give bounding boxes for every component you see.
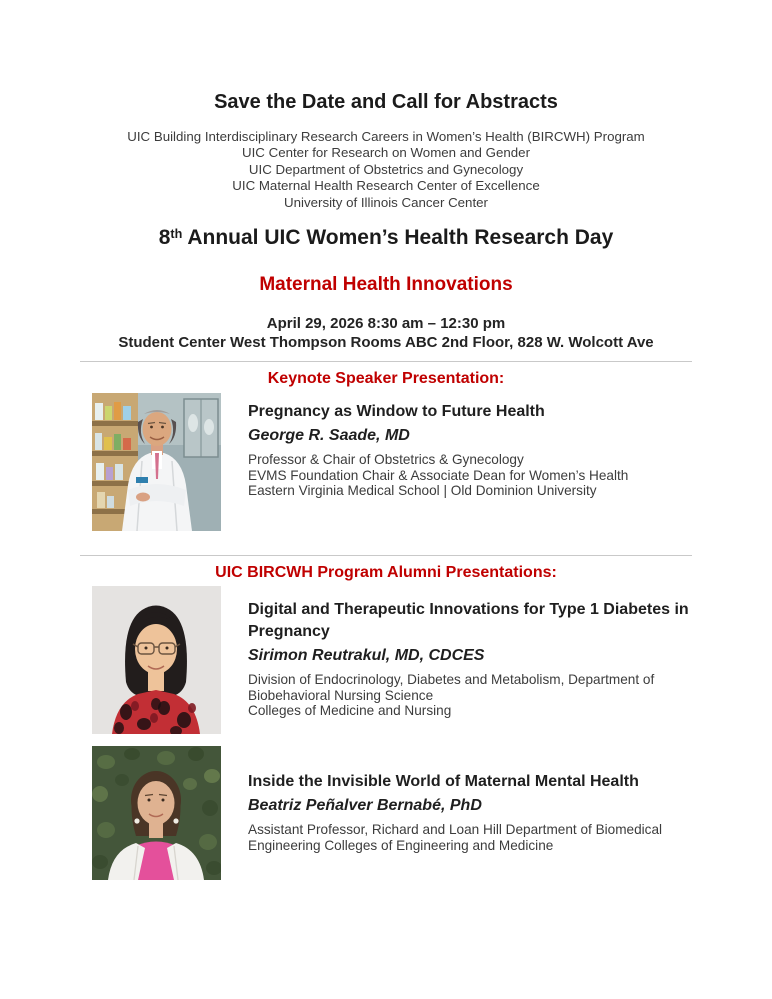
talk-title: Inside the Invisible World of Maternal Mental Health — [248, 772, 639, 790]
organization-line: University of Illinois Cancer Center — [284, 194, 488, 210]
keynote-speaker-row — [80, 393, 692, 531]
event-theme: Maternal Health Innovations — [259, 274, 513, 296]
talk-title: Pregnancy as Window to Future Health — [248, 402, 545, 420]
event-datetime: April 29, 2026 8:30 am – 12:30 pm — [266, 315, 506, 333]
alumni-speaker-info-1 — [248, 586, 692, 734]
speaker-details — [248, 452, 692, 500]
organization-line: UIC Maternal Health Research Center of Excellence — [232, 178, 540, 194]
speaker-name: Beatriz Peñalver Bernabé, PhD — [248, 796, 482, 814]
keynote-speaker-info — [248, 393, 692, 531]
alumni-speaker-photo-2 — [92, 746, 221, 880]
page-title: Save the Date and Call for Abstracts — [214, 91, 558, 113]
speaker-detail: Colleges of Medicine and Nursing — [248, 703, 452, 719]
talk-title: Digital and Therapeutic Innovations for Type 1 Diabetes in Pregnancy — [248, 600, 689, 640]
alumni-speaker-photo-1-image — [92, 586, 221, 734]
speaker-name: Sirimon Reutrakul, MD, CDCES — [248, 646, 485, 664]
event-title-number: 8 — [158, 226, 171, 250]
speaker-detail: Eastern Virginia Medical School | Old Dominion University — [248, 483, 597, 499]
event-title — [80, 226, 692, 252]
keynote-speaker-photo-image — [92, 393, 221, 531]
alumni-heading: UIC BIRCWH Program Alumni Presentations: — [215, 563, 557, 581]
speaker-detail: EVMS Foundation Chair & Associate Dean for Women’s Health — [248, 467, 629, 483]
event-title-ordinal: th — [170, 226, 183, 241]
event-location: Student Center West Thompson Rooms ABC 2nd Floor, 828 W. Wolcott Ave — [118, 334, 654, 352]
keynote-speaker-photo — [92, 393, 221, 531]
organization-list — [80, 129, 692, 211]
keynote-heading: Keynote Speaker Presentation: — [267, 369, 505, 387]
speaker-detail: Division of Endocrinology, Diabetes and Metabolism, Department of Biobehavioral Nursing Science — [248, 671, 655, 703]
organization-line: UIC Department of Obstetrics and Gynecology — [248, 161, 524, 177]
section-divider — [80, 555, 692, 556]
event-when-where — [80, 314, 692, 353]
organization-line: UIC Center for Research on Women and Gender — [242, 145, 530, 161]
speaker-details — [248, 672, 692, 720]
section-divider — [80, 361, 692, 362]
alumni-speaker-photo-2-image — [92, 746, 221, 880]
event-title-text: Annual UIC Women’s Health Research Day — [182, 226, 614, 250]
alumni-speaker-row-2 — [80, 746, 692, 880]
alumni-speaker-info-2 — [248, 746, 692, 880]
speaker-detail: Assistant Professor, Richard and Loan Hill Department of Biomedical Engineering Colleges of Engineering and Medicine — [248, 821, 663, 853]
alumni-speaker-photo-1 — [92, 586, 221, 734]
speaker-details — [248, 822, 692, 854]
speaker-name: George R. Saade, MD — [248, 426, 410, 444]
speaker-detail: Professor & Chair of Obstetrics & Gynecology — [248, 451, 524, 467]
organization-line: UIC Building Interdisciplinary Research Careers in Women’s Health (BIRCWH) Program — [127, 129, 645, 144]
alumni-speaker-row-1 — [80, 586, 692, 734]
